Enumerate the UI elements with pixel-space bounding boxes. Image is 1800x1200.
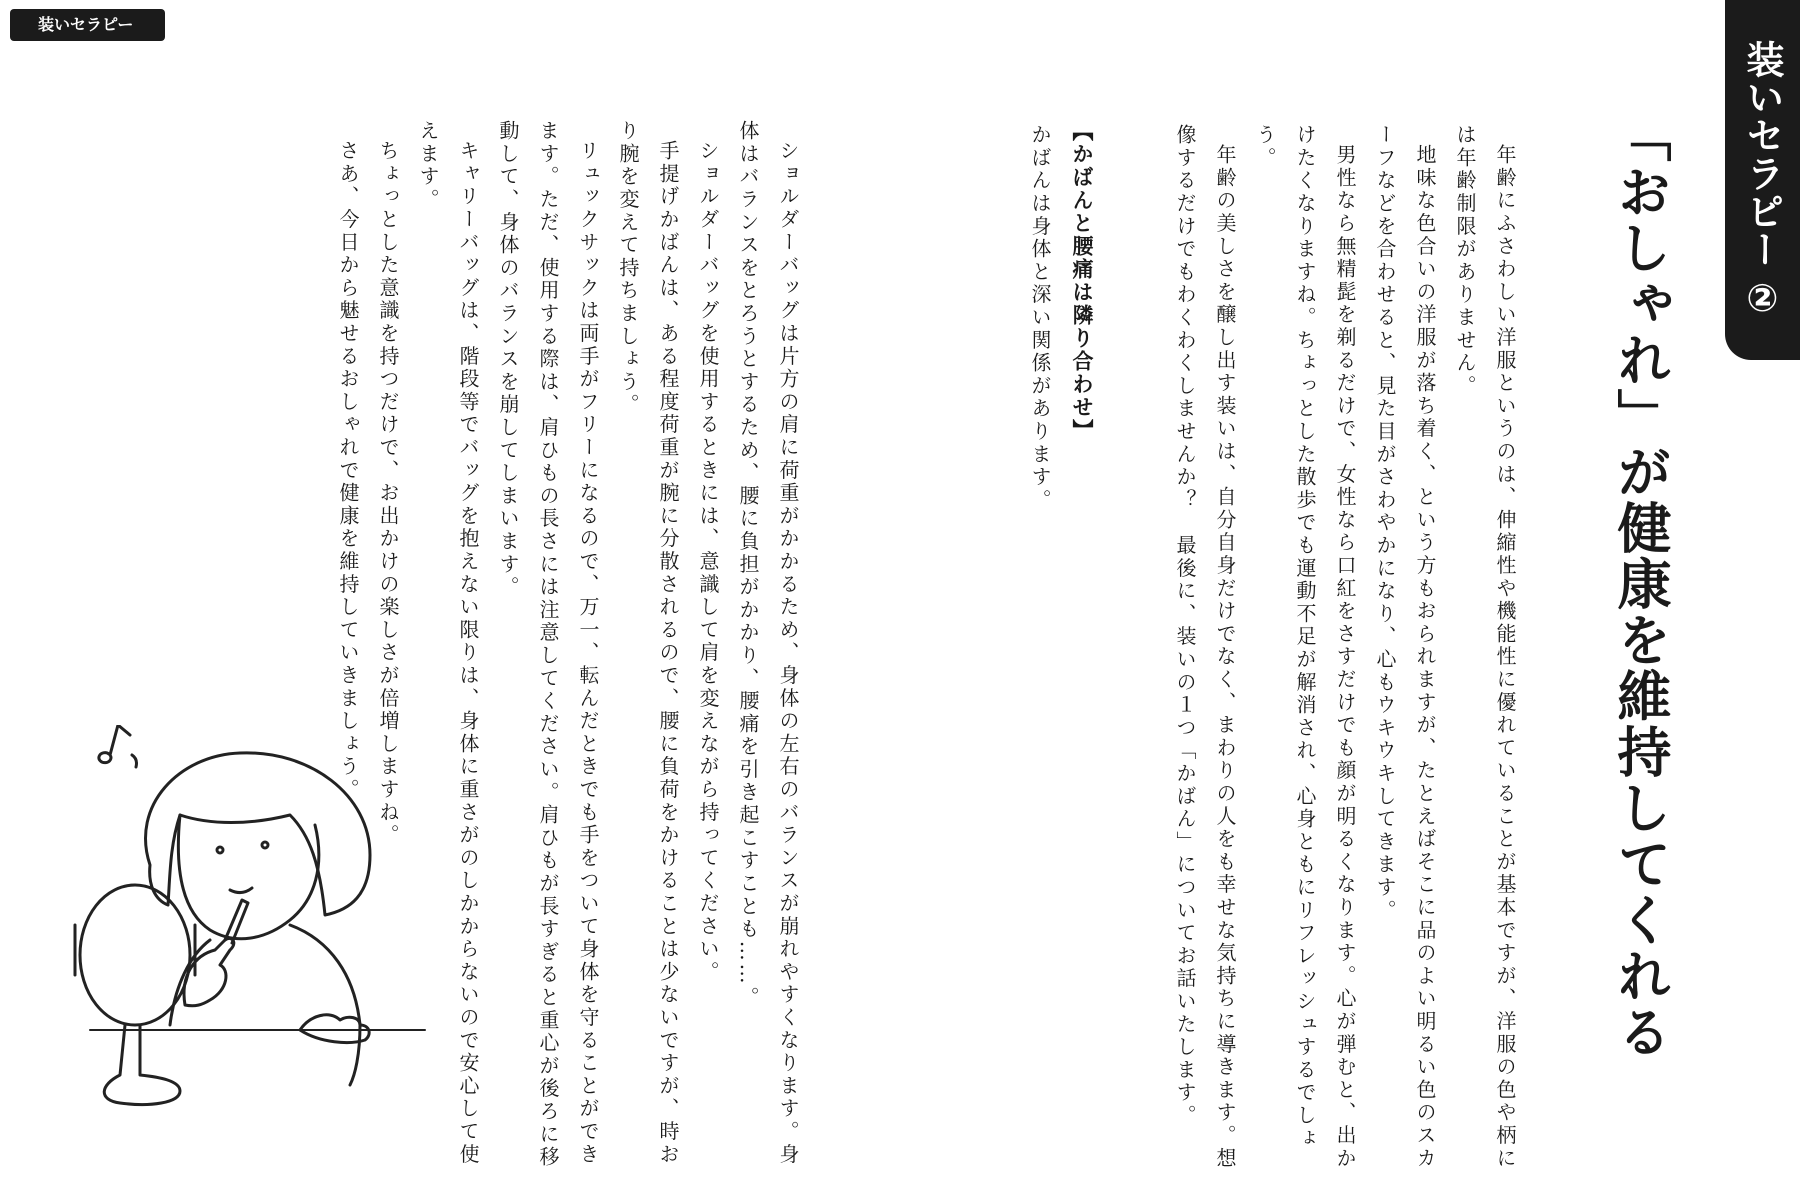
right-eye (262, 842, 268, 848)
section-lead: かばんは身体と深い関係があります。 (1028, 124, 1052, 512)
face-outline (178, 815, 319, 939)
section-paragraph: さあ、今日から魅せるおしゃれで健康を維持していきましょう。 (336, 140, 360, 802)
hand-mirror (80, 885, 190, 1025)
section-heading: 【かばんと腰痛は隣り合わせ】 (1070, 120, 1094, 442)
hand-outline (184, 938, 234, 1005)
woman-lipstick-illustration (70, 725, 430, 1145)
intro-paragraph: 地味な色合いの洋服が落ち着く、という方もおられますが、たとえばそこに品のよい明るい色のスカーフなどを合わせると、見た目がさわやかになり、心もウキウキしてきます。 (1373, 124, 1437, 1170)
section-paragraph: 手提げかばんは、ある程度荷重が腕に分散されるので、腰に負荷をかけることは少ないですが、時おり腕を変えて持ちましょう。 (616, 120, 680, 1166)
mouth (230, 888, 252, 893)
intro-paragraph: 年齢の美しさを醸し出す装いは、自分自身だけでなく、まわりの人をも幸せな気持ちに導きます。想像するだけでもわくわくしませんか？ 最後に、装いの１つ「かばん」についてお話いたします。 (1173, 124, 1237, 1170)
section-paragraph: ショルダーバッグを使用するときには、意識して肩を変えながら持ってください。 (696, 140, 720, 984)
article-title: 「おしゃれ」が健康を維持してくれる (1609, 108, 1672, 1060)
chapter-side-tab (1725, 0, 1800, 360)
side-tab-label: 装いセラピー (1740, 40, 1784, 268)
music-note-icon (99, 725, 130, 763)
section-paragraph: ショルダーバッグは片方の肩に荷重がかかるため、身体の左右のバランスが崩れやすくなります。身体はバランスをとろうとするため、腰に負担がかかり、腰痛を引き起こすことも……。 (736, 120, 800, 1166)
mirror-stand (104, 1025, 180, 1105)
mirror-pivot (75, 925, 195, 975)
intro-paragraph: 年齢にふさわしい洋服というのは、伸縮性や機能性に優れていることが基本ですが、洋服の色や柄には年齢制限がありません。 (1453, 124, 1517, 1170)
intro-text (1085, 124, 1525, 1184)
section-paragraph: リュックサックは両手がフリーになるので、万一、転んだときでも手をついて身体を守ることができます。ただ、使用する際は、肩ひもの長さには注意してください。肩ひもが長すぎると重心が後ろに移動して、身体のバランスを崩してしまいます。 (496, 120, 600, 1169)
squiggle-mark (132, 755, 137, 767)
section-paragraph: ちょっとした意識を持つだけで、お出かけの楽しさが倍増しますね。 (376, 140, 400, 847)
intro-paragraph: 男性なら無精髭を剃るだけで、女性なら口紅をさすだけでも顔が明るくなります。心が弾むと、出かけたくなりますね。ちょっとした散歩でも運動不足が解消され、心身ともにリフレッシュするでしょう。 (1253, 124, 1357, 1170)
running-header-tag: 装いセラピー (10, 9, 165, 41)
section-paragraph: キャリーバッグは、階段等でバッグを抱えない限りは、身体に重さがのしかからないので安心して使えます。 (416, 120, 480, 1166)
left-eye (217, 847, 223, 853)
side-tab-number: ② (1740, 276, 1785, 320)
